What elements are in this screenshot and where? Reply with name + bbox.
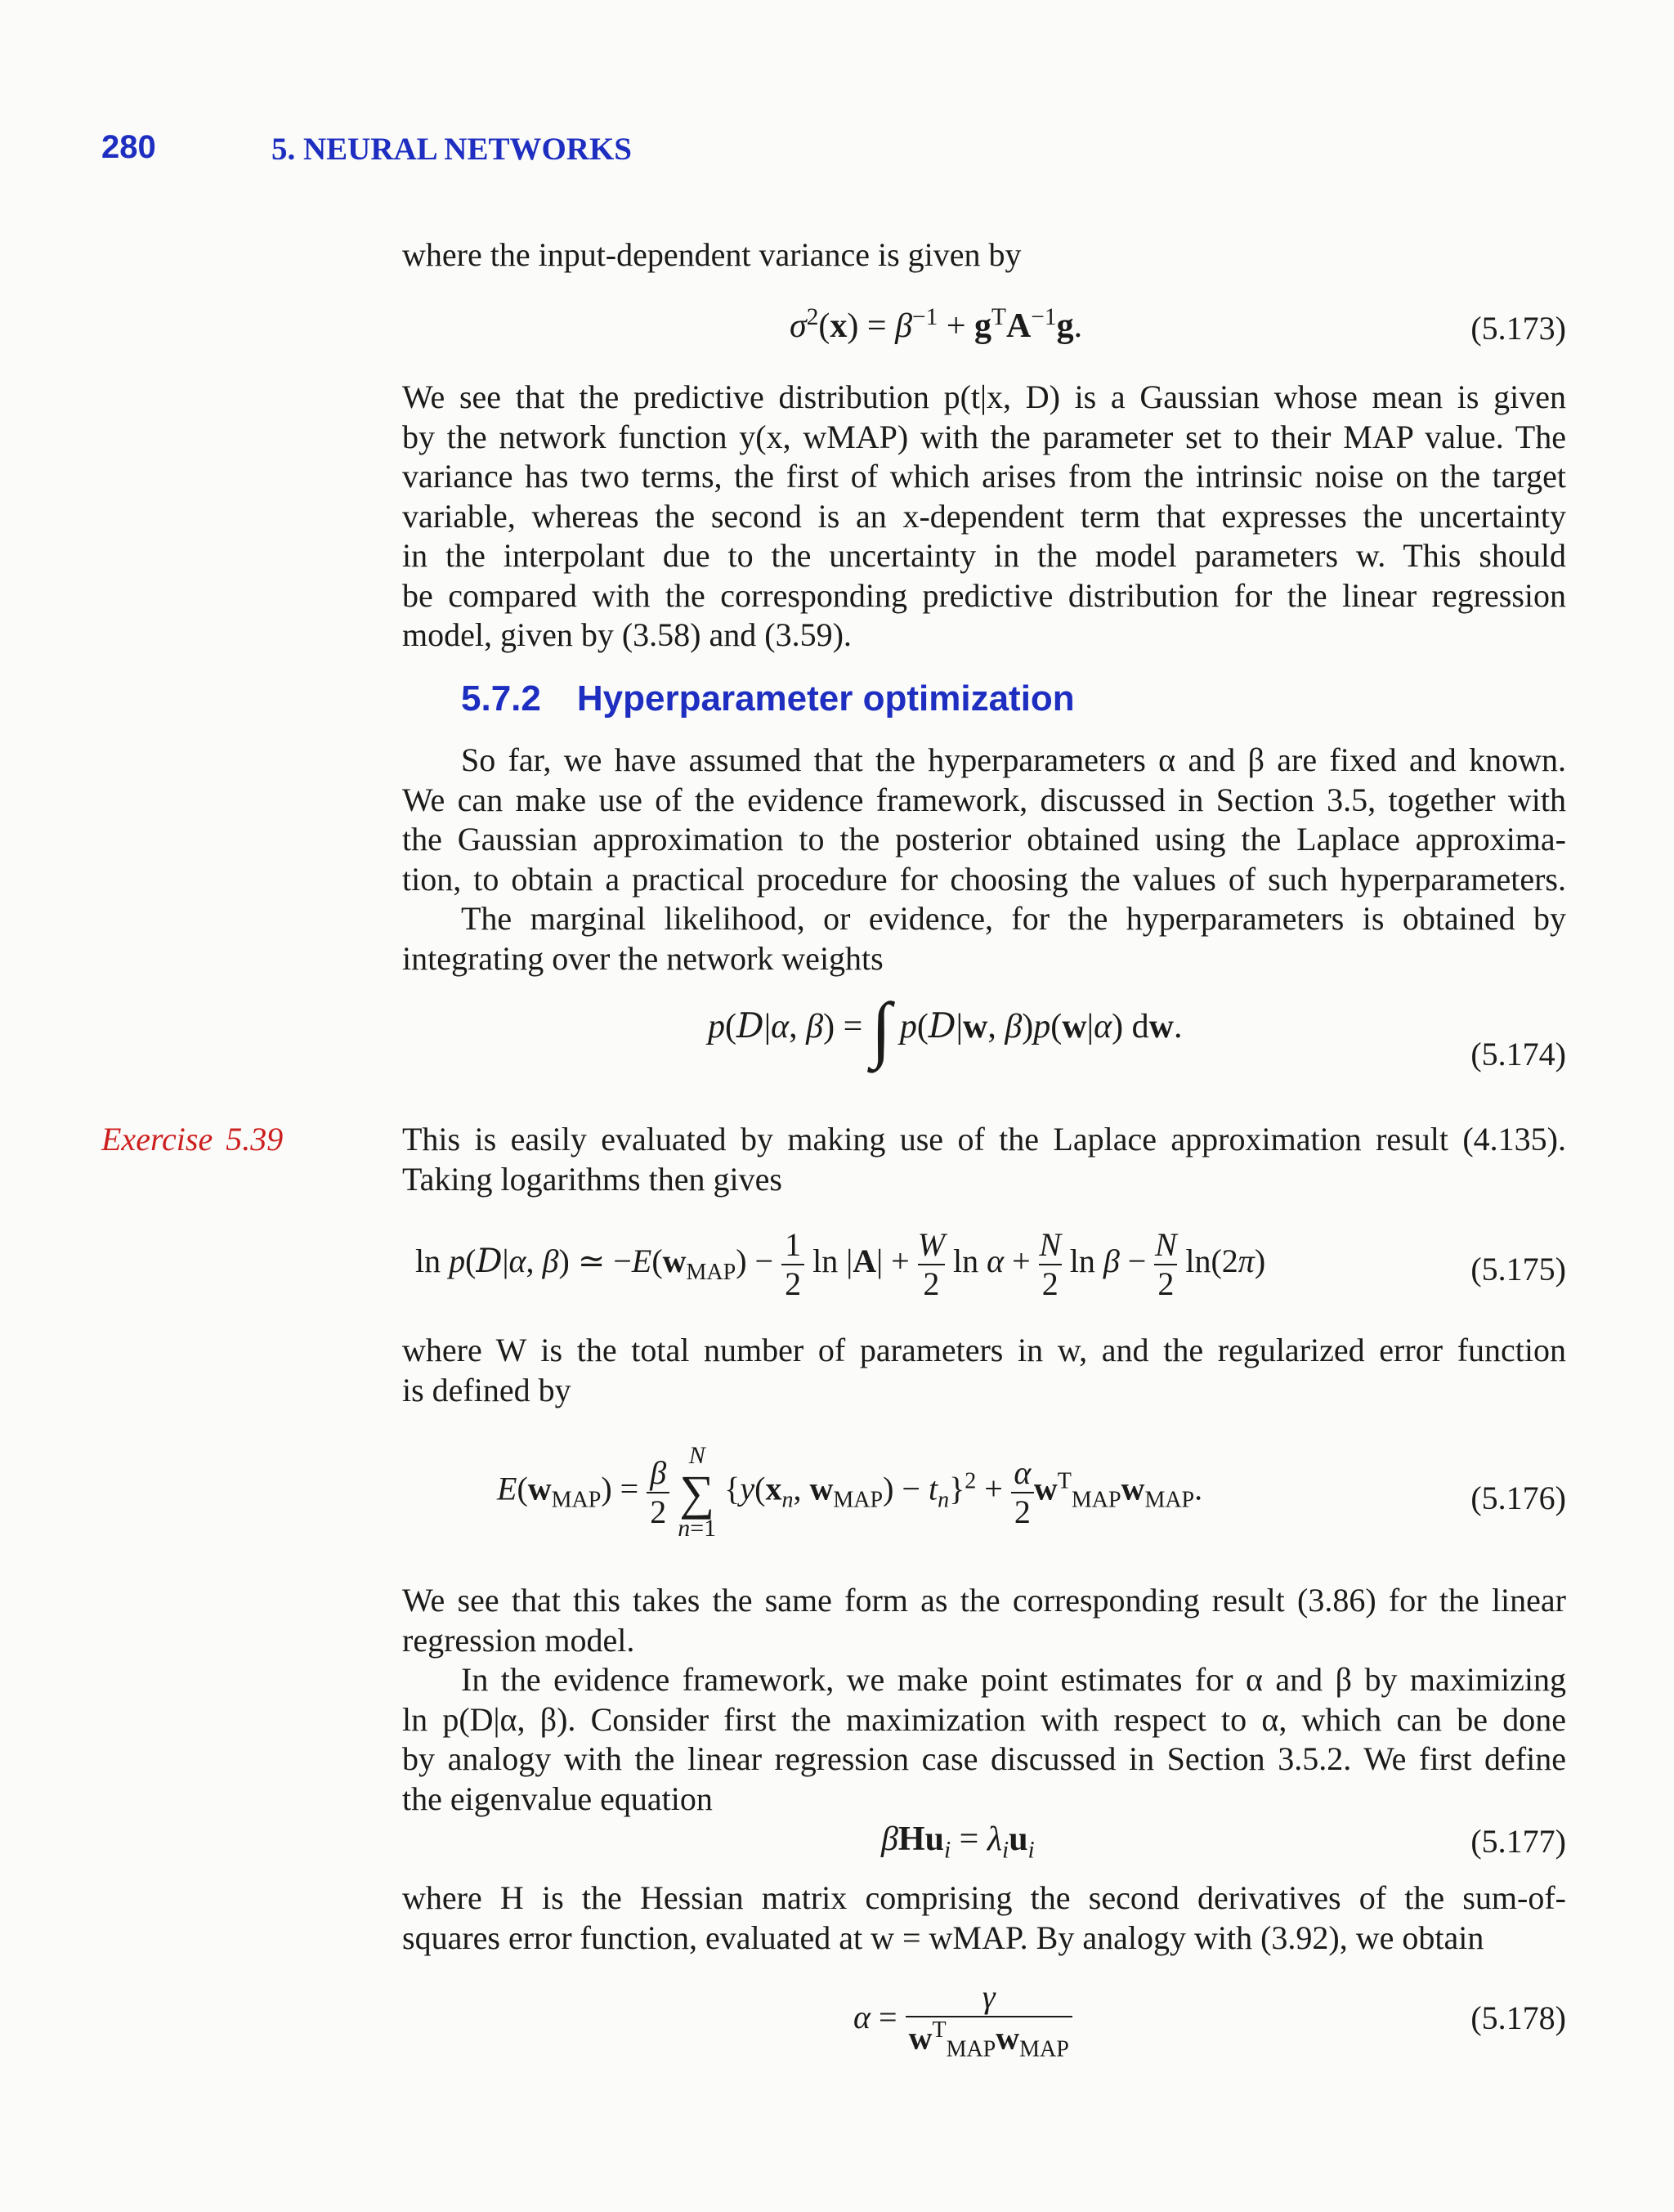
text-line: in the interpolant due to the uncertainty in the model parameters w. This should	[402, 537, 1566, 574]
text-line: model, given by (3.58) and (3.59).	[402, 616, 852, 653]
text-line: We see that the predictive distribution p(t|x, D) is a Gaussian whose mean is given	[402, 378, 1566, 415]
text-line: integrating over the network weights	[402, 939, 884, 977]
paragraph-regularized-error	[402, 1331, 1566, 1410]
paragraph-same-form	[402, 1581, 1566, 1819]
section-number: 5.7.2	[461, 678, 541, 719]
exercise-number: 5.39	[226, 1121, 284, 1157]
paragraph-laplace	[402, 1120, 1566, 1199]
equation-number: (5.178)	[1470, 1999, 1566, 2036]
text-line: by analogy with the linear regression case discussed in Section 3.5.2. We first define	[402, 1740, 1566, 1777]
text-line: tion, to obtain a practical procedure for choosing the values of such hyperparameters.	[402, 860, 1566, 898]
text-line: where H is the Hessian matrix comprising the second derivatives of the sum-of-	[402, 1879, 1566, 1916]
equation-5-176: $E(w_{MAP})$ = $\frac{\beta}{2}$ N ∑ n=1 {$y(x_n$, $w_{MAP}) - t_n\}^2$ + $\frac{\alpha}{2}$ $w^T_{MAP}w_{MAP}$.	[497, 1442, 1203, 1542]
section-title: Hyperparameter optimization	[576, 678, 1075, 719]
equation-number: (5.174)	[1470, 1036, 1566, 1072]
text-line: We see that this takes the same form as the corresponding result (3.86) for the linear	[402, 1582, 1566, 1619]
exercise-label: Exercise	[101, 1121, 213, 1157]
text-line: the eigenvalue equation	[402, 1780, 713, 1817]
text-line: is defined by	[402, 1371, 571, 1408]
equation-number: (5.177)	[1470, 1823, 1566, 1860]
text-line: The marginal likelihood, or evidence, for the hyperparameters is obtained by	[461, 900, 1566, 937]
section-heading	[461, 678, 1075, 719]
intro-line	[402, 235, 1566, 275]
text-line: Taking logarithms then gives	[402, 1160, 782, 1198]
text-line: ln p(D|α, β). Consider first the maximization with respect to α, which can be done	[402, 1700, 1566, 1738]
text-line: In the evidence framework, we make point estimates for α and β by maximizing	[461, 1661, 1566, 1698]
text-line: be compared with the corresponding predictive distribution for the linear regression	[402, 576, 1566, 614]
text-line: regression model.	[402, 1621, 635, 1659]
text-line: We can make use of the evidence framework, discussed in Section 3.5, together with	[402, 781, 1566, 818]
equation-number: (5.176)	[1470, 1480, 1566, 1516]
paragraph-hessian	[402, 1878, 1566, 1958]
text-line: squares error function, evaluated at w = wMAP. By analogy with (3.92), we obtain	[402, 1919, 1484, 1956]
equation-5-175: ln p(D|α, β) ≃ $-E(w_{MAP})$ − $\frac{1}{2}$ ln |A| + $\frac{W}{2}$ ln α + $\frac{N}{2}$ ln β − $\frac{N}{2}$ ln(2π)	[415, 1226, 1266, 1302]
equation-5-173: $\sigma^2(x) = \beta^{-1} + g^TA^{-1}g$.	[790, 304, 1083, 345]
paragraph-predictive-distribution	[402, 378, 1566, 656]
margin-exercise-note[interactable]	[101, 1120, 283, 1158]
equation-5-174: p(D|α, β) = ∫ p(D|w, β)p(w|α) dw.	[708, 988, 1183, 1070]
chapter-title: 5. NEURAL NETWORKS	[271, 132, 632, 167]
page-number: 280	[101, 129, 156, 165]
text-line: where W is the total number of parameters in w, and the regularized error function	[402, 1332, 1566, 1368]
paragraph-hyperparameters	[402, 741, 1566, 978]
equation-5-177: $\beta Hu_i = \lambda_iu_i$	[881, 1820, 1035, 1864]
text-line: variance has two terms, the first of which arises from the intrinsic noise on the target	[402, 458, 1566, 495]
text-line: the Gaussian approximation to the posterior obtained using the Laplace approxima-	[402, 821, 1566, 857]
text-line: where the input-dependent variance is given by	[402, 236, 1022, 273]
equation-number: (5.175)	[1470, 1251, 1566, 1287]
text-line: So far, we have assumed that the hyperparameters α and β are fixed and known.	[461, 741, 1566, 778]
text-line: variable, whereas the second is an x-dependent term that expresses the uncertainty	[402, 497, 1566, 535]
equation-5-178: α = $\frac{\gamma}{w^T_{MAP}w_{MAP}}$	[853, 1978, 1072, 2063]
equation-number: (5.173)	[1470, 310, 1566, 347]
text-line: This is easily evaluated by making use of the Laplace approximation result (4.135).	[402, 1121, 1566, 1157]
text-line: by the network function y(x, wMAP) with the parameter set to their MAP value. The	[402, 418, 1566, 455]
